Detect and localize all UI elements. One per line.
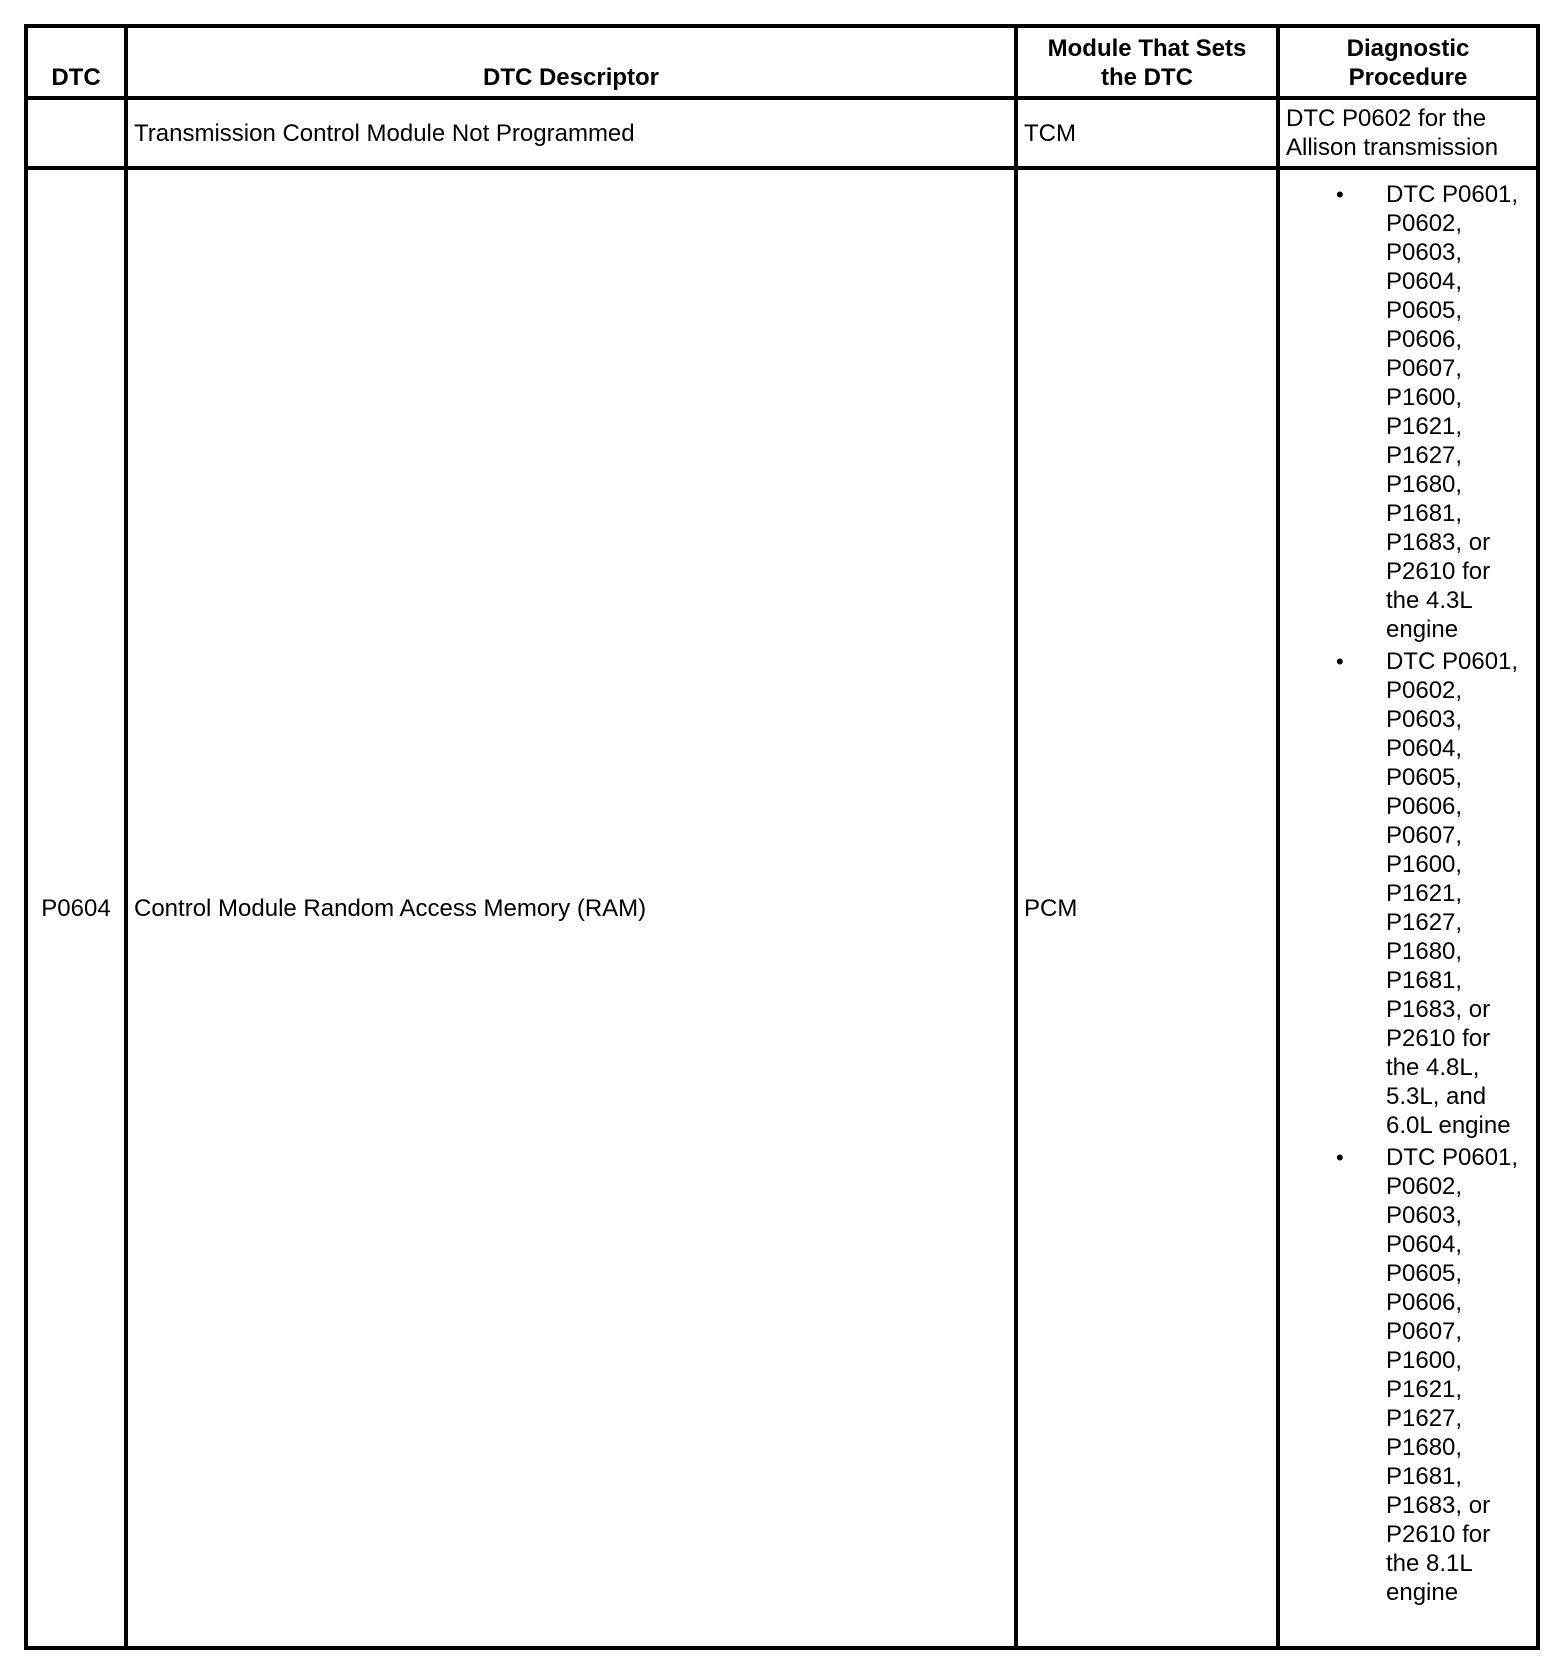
procedure-text-line: the 8.1L [1386,1550,1473,1577]
procedure-text-line: P1680, [1386,938,1463,965]
procedure-text-line: P0603, [1386,239,1463,266]
header-dtc: DTC [26,26,126,98]
bullet-icon: • [1336,1145,1344,1170]
header-descriptor: DTC Descriptor [126,26,1016,98]
procedure-list-item [1280,180,1532,644]
procedure-text-line: P1627, [1386,1405,1463,1432]
procedure-text-line: P0604, [1386,735,1463,762]
procedure-text-line: the 4.3L [1386,587,1473,614]
procedure-text-line: DTC P0601, [1386,648,1519,675]
procedure-text-line: the 4.8L, [1386,1054,1480,1081]
procedure-text-line: P1683, or [1386,996,1491,1023]
procedure-text-line: P1627, [1386,909,1463,936]
procedure-text-line: P1681, [1386,1463,1463,1490]
procedure-text-line: P1683, or [1386,529,1491,556]
procedure-text-line: P1600, [1386,1347,1463,1374]
procedure-text-line: P1680, [1386,1434,1463,1461]
procedure-text-line: DTC P0601, [1386,1144,1519,1171]
procedure-text-line: P1600, [1386,384,1463,411]
row-procedure-cell [1278,98,1538,168]
row-dtc-cell [26,98,126,168]
procedure-text-line: P0605, [1386,297,1463,324]
procedure-text-line: P0607, [1386,822,1463,849]
procedure-line1: DTC P0602 for the [1286,105,1487,132]
row-module-cell: TCM [1016,98,1278,168]
header-module-line2: the DTC [1101,64,1193,91]
procedure-text-line: P1621, [1386,1376,1463,1403]
procedure-text-line: P0607, [1386,355,1463,382]
procedure-text-line: P0605, [1386,764,1463,791]
header-procedure [1278,26,1538,98]
bullet-icon: • [1336,649,1344,674]
bullet-icon: • [1336,182,1344,207]
procedure-text-line: P0603, [1386,1202,1463,1229]
procedure-text-line: P0606, [1386,1289,1463,1316]
procedure-text-line: engine [1386,616,1459,643]
procedure-text-line: P2610 for [1386,1521,1491,1548]
table-row [26,168,1538,1648]
procedure-text-line: P0606, [1386,793,1463,820]
procedure-text-line: P1680, [1386,471,1463,498]
row-module-cell: PCM [1016,168,1278,1648]
header-module-line1: Module That Sets [1047,35,1247,62]
procedure-text-line: P1600, [1386,851,1463,878]
procedure-line2: Allison transmission [1286,134,1499,161]
procedure-text-line: P0605, [1386,1260,1463,1287]
procedure-text-line: 6.0L engine [1386,1112,1511,1139]
procedure-text-line: P0606, [1386,326,1463,353]
procedure-text [1386,647,1532,1140]
procedure-text-line: P0604, [1386,1231,1463,1258]
procedure-list-item [1280,647,1532,1140]
row-procedure-cell [1278,168,1538,1648]
procedure-text-line: engine [1386,1579,1459,1606]
row-descriptor-cell: Transmission Control Module Not Programmed [126,98,1016,168]
procedure-text-line: P2610 for [1386,558,1491,585]
procedure-text-line: P0603, [1386,706,1463,733]
procedure-text-line: P1627, [1386,442,1463,469]
procedure-text-line: P0602, [1386,677,1463,704]
header-procedure-line1: Diagnostic [1346,35,1470,62]
procedure-text-line: DTC P0601, [1386,181,1519,208]
procedure-text-line: P1681, [1386,500,1463,527]
procedure-text-line: P1683, or [1386,1492,1491,1519]
row-descriptor-cell: Control Module Random Access Memory (RAM) [126,168,1016,1648]
procedure-text-line: P2610 for [1386,1025,1491,1052]
header-module [1016,26,1278,98]
procedure-text-line: P0602, [1386,210,1463,237]
procedure-text [1386,180,1532,644]
procedure-text-line: P1681, [1386,967,1463,994]
table-header-row [26,26,1538,98]
procedure-text-line: P0607, [1386,1318,1463,1345]
procedure-text [1386,1143,1532,1607]
procedure-text-line: 5.3L, and [1386,1083,1487,1110]
procedure-list [1280,180,1532,1607]
table-row [26,98,1538,168]
procedure-text-line: P0604, [1386,268,1463,295]
procedure-text-line: P1621, [1386,880,1463,907]
procedure-text-line: P0602, [1386,1173,1463,1200]
procedure-list-item [1280,1143,1532,1607]
header-procedure-line2: Procedure [1348,64,1468,91]
row-dtc-cell: P0604 [26,168,126,1648]
procedure-text-line: P1621, [1386,413,1463,440]
dtc-table [24,24,1540,1650]
